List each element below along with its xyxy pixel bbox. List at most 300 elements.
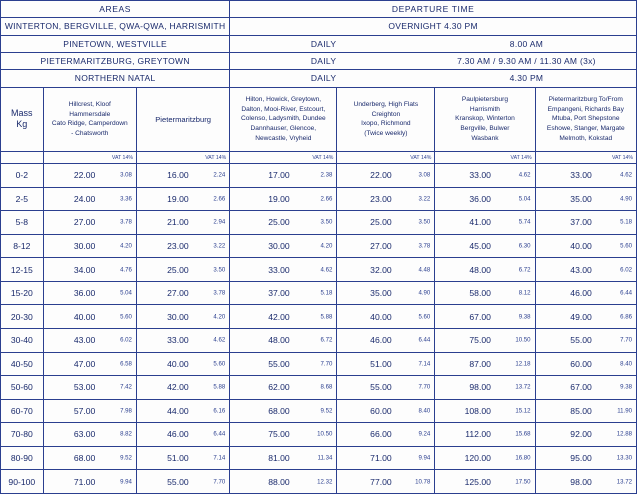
price: 68.00: [73, 452, 96, 463]
price-cell: [337, 376, 435, 400]
zone-name: PIETERMARITZBURG, GREYTOWN: [1, 52, 230, 69]
price-cell: [230, 305, 337, 329]
price-cell: [43, 352, 136, 376]
mass-band: 90-100: [1, 470, 44, 494]
price-cell: [435, 376, 535, 400]
vat-amount: 6.86: [620, 313, 632, 321]
price: 60.00: [570, 358, 592, 369]
price: 66.00: [370, 429, 392, 440]
price-cell: [43, 164, 136, 188]
vat-amount: 13.30: [616, 454, 632, 462]
mass-band: 15-20: [1, 281, 44, 305]
price: 68.00: [268, 405, 290, 416]
vat-amount: 9.38: [518, 313, 531, 321]
table-row: [1, 305, 637, 329]
vat-amount: 8.68: [320, 383, 333, 391]
price: 36.00: [73, 288, 96, 299]
price: 51.00: [167, 452, 189, 463]
vat-amount: 4.90: [418, 289, 431, 297]
price-cell: [535, 187, 636, 211]
mass-band: 70-80: [1, 423, 44, 447]
vat-amount: 9.94: [418, 454, 431, 462]
col1-line4: - Chatsworth: [71, 129, 109, 137]
zone-departure-days: DAILY: [310, 56, 337, 67]
vat-amount: 7.14: [418, 360, 431, 368]
vat-amount: 6.44: [213, 430, 226, 438]
price-cell: [43, 234, 136, 258]
vat-amount: 8.12: [518, 289, 531, 297]
vat-amount: 3.78: [213, 289, 226, 297]
price-cell: [136, 258, 229, 282]
mass-band: 80-90: [1, 446, 44, 470]
vat-amount: 8.40: [620, 360, 632, 368]
vat-amount: 7.70: [620, 336, 632, 344]
vat-amount: 8.82: [120, 430, 132, 438]
price: 55.00: [268, 358, 290, 369]
vat-amount: 16.80: [515, 454, 531, 462]
price: 33.00: [167, 335, 189, 346]
price-cell: [535, 211, 636, 235]
price-cell: [435, 328, 535, 352]
vat-amount: 5.88: [320, 313, 333, 321]
table-row: [1, 211, 637, 235]
vat-amount: 5.60: [620, 242, 632, 250]
price: 44.00: [167, 405, 189, 416]
vat-amount: 3.36: [120, 195, 132, 203]
mass-band: 8-12: [1, 234, 44, 258]
vat-amount: 3.50: [213, 266, 226, 274]
mass-label-line2: Kg: [16, 119, 28, 130]
vat-amount: 4.62: [320, 266, 333, 274]
price-cell: [230, 187, 337, 211]
vat-amount: 5.60: [213, 360, 226, 368]
col4-line4: (Twice weekly): [364, 129, 408, 137]
price: 25.00: [370, 217, 392, 228]
col5-line4: Bergville, Bulwer: [460, 125, 510, 133]
price: 37.00: [570, 217, 592, 228]
table-row: [1, 423, 637, 447]
price-cell: [136, 281, 229, 305]
vat-amount: 5.60: [120, 313, 132, 321]
price: 55.00: [370, 382, 392, 393]
col3-line3: Colenso, Ladysmith, Dundee: [241, 115, 326, 123]
vat-amount: 5.18: [320, 289, 333, 297]
vat-label-col6: VAT 14%: [535, 151, 636, 163]
vat-amount: 3.50: [320, 218, 333, 226]
col1-line1: Hillcrest, Kloof: [68, 101, 111, 109]
zone-departure: [230, 70, 637, 87]
price-cell: [43, 470, 136, 494]
price: 51.00: [370, 358, 392, 369]
price-cell: [43, 399, 136, 423]
col1-line2: Hammersdale: [69, 110, 111, 118]
zone-row: [1, 70, 637, 87]
price-cell: [136, 376, 229, 400]
price: 75.00: [469, 335, 491, 346]
price-cell: [136, 446, 229, 470]
price-cell: [337, 328, 435, 352]
vat-amount: 5.88: [213, 383, 226, 391]
zone-departure-time: 8.00 AM: [509, 38, 544, 49]
table-row: [1, 352, 637, 376]
price-cell: [136, 328, 229, 352]
zone-departure: OVERNIGHT 4.30 PM: [230, 18, 637, 35]
price: 77.00: [370, 476, 392, 487]
price-cell: [43, 305, 136, 329]
price-cell: [337, 211, 435, 235]
price: 46.00: [167, 429, 189, 440]
price: 57.00: [73, 405, 96, 416]
col6-line5: Melmoth, Kokstad: [559, 134, 613, 142]
price: 98.00: [570, 476, 592, 487]
col3-line2: Dalton, Mooi-River, Estcourt,: [241, 105, 326, 113]
price-cell: [136, 470, 229, 494]
price: 17.00: [268, 170, 290, 181]
vat-amount: 5.18: [620, 218, 632, 226]
price: 60.00: [370, 405, 392, 416]
vat-amount: 6.16: [213, 407, 226, 415]
vat-amount: 9.24: [418, 430, 431, 438]
zone-name: PINETOWN, WESTVILLE: [1, 35, 230, 52]
price: 23.00: [167, 241, 189, 252]
vat-amount: 6.72: [518, 266, 531, 274]
vat-amount: 4.20: [320, 242, 333, 250]
price-cell: [136, 187, 229, 211]
vat-amount: 3.78: [418, 242, 431, 250]
price-cell: [230, 164, 337, 188]
vat-amount: 10.50: [317, 430, 333, 438]
price: 35.00: [570, 193, 592, 204]
vat-amount: 9.94: [120, 478, 132, 486]
price: 53.00: [73, 382, 96, 393]
vat-amount: 6.30: [518, 242, 531, 250]
price-cell: [337, 446, 435, 470]
price: 19.00: [167, 193, 189, 204]
price-cell: [230, 328, 337, 352]
price: 24.00: [73, 193, 96, 204]
price-cell: [230, 470, 337, 494]
price-cell: [136, 164, 229, 188]
price: 48.00: [469, 264, 491, 275]
vat-amount: 2.66: [320, 195, 333, 203]
price: 30.00: [73, 241, 96, 252]
price-cell: [43, 281, 136, 305]
price: 30.00: [167, 311, 189, 322]
vat-amount: 13.72: [515, 383, 531, 391]
price: 45.00: [469, 241, 491, 252]
price-cell: [43, 423, 136, 447]
price-cell: [43, 376, 136, 400]
price: 41.00: [469, 217, 491, 228]
price-cell: [136, 352, 229, 376]
price-cell: [43, 211, 136, 235]
table-row: [1, 328, 637, 352]
vat-amount: 5.74: [518, 218, 531, 226]
price-cell: [435, 187, 535, 211]
vat-amount: 6.72: [320, 336, 333, 344]
vat-amount: 4.62: [518, 171, 531, 179]
table-row: [1, 281, 637, 305]
vat-amount: 10.50: [515, 336, 531, 344]
price: 92.00: [570, 429, 592, 440]
price: 62.00: [268, 382, 290, 393]
price-cell: [43, 258, 136, 282]
price: 63.00: [73, 429, 96, 440]
table-row: [1, 399, 637, 423]
price-cell: [230, 423, 337, 447]
price-cell: [136, 423, 229, 447]
vat-amount: 2.94: [213, 218, 226, 226]
price: 71.00: [370, 452, 392, 463]
price-cell: [535, 352, 636, 376]
zone-row: [1, 18, 637, 35]
price-cell: [337, 305, 435, 329]
price-cell: [337, 234, 435, 258]
vat-amount: 17.50: [515, 478, 531, 486]
price-cell: [230, 446, 337, 470]
col4-line1: Underberg, High Flats: [353, 101, 419, 109]
price: 58.00: [469, 288, 491, 299]
col3-line5: Newcastle, Vryheid: [255, 134, 312, 142]
table-row: [1, 258, 637, 282]
price-cell: [435, 258, 535, 282]
mass-band: 40-50: [1, 352, 44, 376]
vat-amount: 6.44: [620, 289, 632, 297]
vat-amount: 12.88: [616, 430, 632, 438]
table-row: [1, 164, 637, 188]
vat-amount: 5.60: [418, 313, 431, 321]
areas-header: AREAS: [1, 1, 230, 18]
price: 85.00: [570, 405, 592, 416]
table-row: [1, 234, 637, 258]
vat-amount: 3.78: [120, 218, 132, 226]
mass-band: 50-60: [1, 376, 44, 400]
col6-line1: Pietermaritzburg To/From: [548, 96, 623, 104]
price: 27.00: [73, 217, 96, 228]
price-cell: [43, 328, 136, 352]
column-header-pmb-tofrom-group: [535, 87, 636, 151]
vat-amount: 7.70: [320, 360, 333, 368]
price: 42.00: [268, 311, 290, 322]
departure-header: DEPARTURE TIME: [230, 1, 637, 18]
header-row: [1, 1, 637, 18]
price-cell: [435, 446, 535, 470]
price: 46.00: [370, 335, 392, 346]
mass-label-line1: Mass: [11, 107, 33, 118]
price: 34.00: [73, 264, 96, 275]
vat-label-col1: VAT 14%: [43, 151, 136, 163]
vat-amount: 15.12: [515, 407, 531, 415]
zone-departure-days: DAILY: [310, 38, 337, 49]
price: 40.00: [570, 241, 592, 252]
column-header-hillcrest: [43, 87, 136, 151]
mass-band: 60-70: [1, 399, 44, 423]
column-header-paulpietersburg-group: [435, 87, 535, 151]
vat-amount: 4.20: [120, 242, 132, 250]
price-cell: [535, 234, 636, 258]
vat-amount: 12.32: [317, 478, 333, 486]
price: 55.00: [167, 476, 189, 487]
vat-amount: 7.98: [120, 407, 132, 415]
price: 48.00: [268, 335, 290, 346]
price: 40.00: [73, 311, 96, 322]
vat-amount: 6.58: [120, 360, 132, 368]
price: 87.00: [469, 358, 491, 369]
vat-amount: 4.90: [620, 195, 632, 203]
price-cell: [435, 164, 535, 188]
vat-amount: 6.44: [418, 336, 431, 344]
vat-amount: 7.70: [418, 383, 431, 391]
column-header-underberg-group: [337, 87, 435, 151]
vat-amount: 4.62: [620, 171, 632, 179]
price: 81.00: [268, 452, 290, 463]
price: 43.00: [570, 264, 592, 275]
price: 21.00: [167, 217, 189, 228]
vat-amount: 3.22: [418, 195, 431, 203]
vat-amount: 3.22: [213, 242, 226, 250]
price-cell: [535, 258, 636, 282]
col6-line4: Eshowe, Stanger, Margate: [546, 125, 625, 133]
price: 40.00: [167, 358, 189, 369]
vat-amount: 7.14: [213, 454, 226, 462]
price-cell: [535, 470, 636, 494]
vat-label-col3: VAT 14%: [230, 151, 337, 163]
price: 23.00: [370, 193, 392, 204]
table-row: [1, 376, 637, 400]
vat-header-row: [1, 151, 637, 163]
price-cell: [337, 164, 435, 188]
zone-row: [1, 52, 637, 69]
price-cell: [337, 258, 435, 282]
price-cell: [337, 281, 435, 305]
table-row: [1, 446, 637, 470]
mass-band: 5-8: [1, 211, 44, 235]
price-cell: [337, 187, 435, 211]
vat-label-col5: VAT 14%: [435, 151, 535, 163]
vat-amount: 4.62: [213, 336, 226, 344]
price-cell: [535, 446, 636, 470]
col3-line4: Dannhauser, Glencoe,: [250, 125, 317, 133]
column-header-hilton-group: [230, 87, 337, 151]
vat-amount: 11.90: [617, 407, 632, 415]
price: 25.00: [167, 264, 189, 275]
price-cell: [337, 399, 435, 423]
price: 120.00: [464, 452, 491, 463]
vat-amount: 3.08: [120, 171, 132, 179]
price: 32.00: [370, 264, 392, 275]
col1-line3: Cato Ridge, Camperdown: [51, 120, 128, 128]
price: 49.00: [570, 311, 592, 322]
price: 33.00: [469, 170, 491, 181]
vat-amount: 6.02: [120, 336, 132, 344]
mass-band: 2-5: [1, 187, 44, 211]
vat-label-col4: VAT 14%: [337, 151, 435, 163]
col5-line5: Wasbank: [471, 134, 499, 142]
col5-line2: Harrismith: [469, 105, 500, 113]
col5-line1: Paulpietersburg: [461, 96, 509, 104]
price: 88.00: [268, 476, 290, 487]
price: 22.00: [73, 170, 96, 181]
price: 75.00: [268, 429, 290, 440]
price-cell: [230, 376, 337, 400]
price-cell: [230, 211, 337, 235]
col5-line3: Kranskop, Winterton: [455, 115, 515, 123]
price-cell: [535, 164, 636, 188]
price-cell: [435, 423, 535, 447]
vat-amount: 7.42: [120, 383, 132, 391]
zone-departure-time: 4.30 PM: [509, 73, 544, 84]
mass-band: 12-15: [1, 258, 44, 282]
price: 46.00: [570, 288, 592, 299]
vat-amount: 2.66: [213, 195, 226, 203]
vat-amount: 2.24: [213, 171, 226, 179]
price: 47.00: [73, 358, 96, 369]
zone-departure-days: DAILY: [310, 73, 337, 84]
price-cell: [535, 328, 636, 352]
zone-departure: [230, 35, 637, 52]
vat-label-col2: VAT 14%: [136, 151, 229, 163]
price-cell: [435, 399, 535, 423]
price: 108.00: [464, 405, 491, 416]
col6-line3: Mtuba, Port Shepstone: [552, 115, 620, 123]
price: 112.00: [465, 429, 491, 440]
vat-amount: 15.68: [515, 430, 531, 438]
price-cell: [435, 352, 535, 376]
price: 67.00: [570, 382, 592, 393]
price-cell: [337, 423, 435, 447]
price-cell: [136, 234, 229, 258]
price-cell: [136, 211, 229, 235]
mass-band: 30-40: [1, 328, 44, 352]
column-header-pietermaritzburg: [136, 87, 229, 151]
price-cell: [337, 470, 435, 494]
col6-line2: Empangeni, Richards Bay: [547, 105, 624, 113]
price-cell: [535, 399, 636, 423]
price-cell: [435, 211, 535, 235]
vat-amount: 11.34: [317, 454, 333, 462]
price: 42.00: [167, 382, 189, 393]
price: 67.00: [469, 311, 491, 322]
price: 25.00: [268, 217, 290, 228]
price: 125.00: [464, 476, 491, 487]
price: 35.00: [370, 288, 392, 299]
price-cell: [337, 352, 435, 376]
table-row: [1, 470, 637, 494]
price: 95.00: [570, 452, 592, 463]
vat-amount: 3.08: [418, 171, 431, 179]
price-cell: [136, 399, 229, 423]
vat-amount: 4.48: [418, 266, 431, 274]
mass-band: 20-30: [1, 305, 44, 329]
vat-amount: 7.70: [213, 478, 226, 486]
vat-amount: 9.38: [620, 383, 632, 391]
vat-amount: 3.50: [418, 218, 431, 226]
price-cell: [435, 470, 535, 494]
price-cell: [535, 376, 636, 400]
vat-amount: 12.18: [515, 360, 531, 368]
price: 98.00: [469, 382, 491, 393]
zone-row: [1, 35, 637, 52]
price-cell: [43, 446, 136, 470]
mass-band: 0-2: [1, 164, 44, 188]
price-cell: [230, 281, 337, 305]
price: 71.00: [73, 476, 96, 487]
price-cell: [230, 399, 337, 423]
price-cell: [230, 234, 337, 258]
price: 33.00: [268, 264, 290, 275]
price: 33.00: [570, 170, 592, 181]
vat-amount: 10.78: [415, 478, 431, 486]
